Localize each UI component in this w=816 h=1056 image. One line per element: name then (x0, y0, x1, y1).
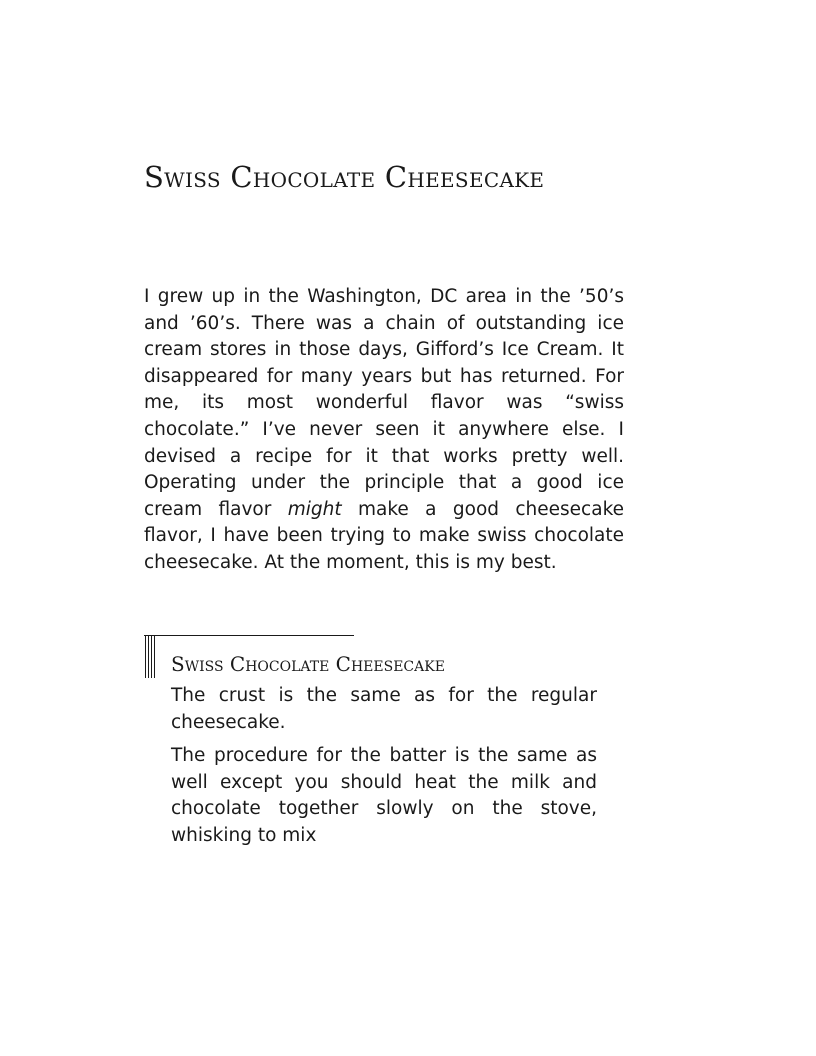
recipe-top-rule (144, 635, 354, 636)
recipe-title: Swiss Chocolate Cheesecake (171, 652, 445, 676)
recipe-paragraph: The crust is the same as for the regular cheesecake. (171, 685, 597, 733)
recipe-side-rule (154, 636, 155, 678)
recipe-side-rule (148, 636, 149, 678)
intro-emphasis: might (287, 498, 342, 520)
intro-paragraph (144, 284, 624, 577)
recipe-side-rule (151, 636, 152, 678)
recipe-paragraph: The procedure for the batter is the same as well except you should heat the milk and chocolate together slowly on the stove, whisking to mix (171, 745, 597, 846)
intro-text-start: I grew up in the Washington, DC area in the ’50’s and ’60’s. There was a chain of outstanding ice cream stores in those days, Gifford’s Ice Cream. It disappeared for many years but has returned. For me, its most wonderful flavor was “swiss chocolate.” I’ve never seen it anywhere else. I devised a recipe for it that works pretty well. Operating under the principle that a good ice cream flavor (144, 286, 624, 520)
intro-text-end: make a good cheesecake flavor, I have been trying to make swiss chocolate cheesecake. At the moment, this is my best. (144, 498, 625, 573)
recipe-side-rule (145, 636, 146, 678)
recipe-body (171, 683, 597, 857)
page-title: Swiss Chocolate Cheesecake (144, 160, 545, 194)
